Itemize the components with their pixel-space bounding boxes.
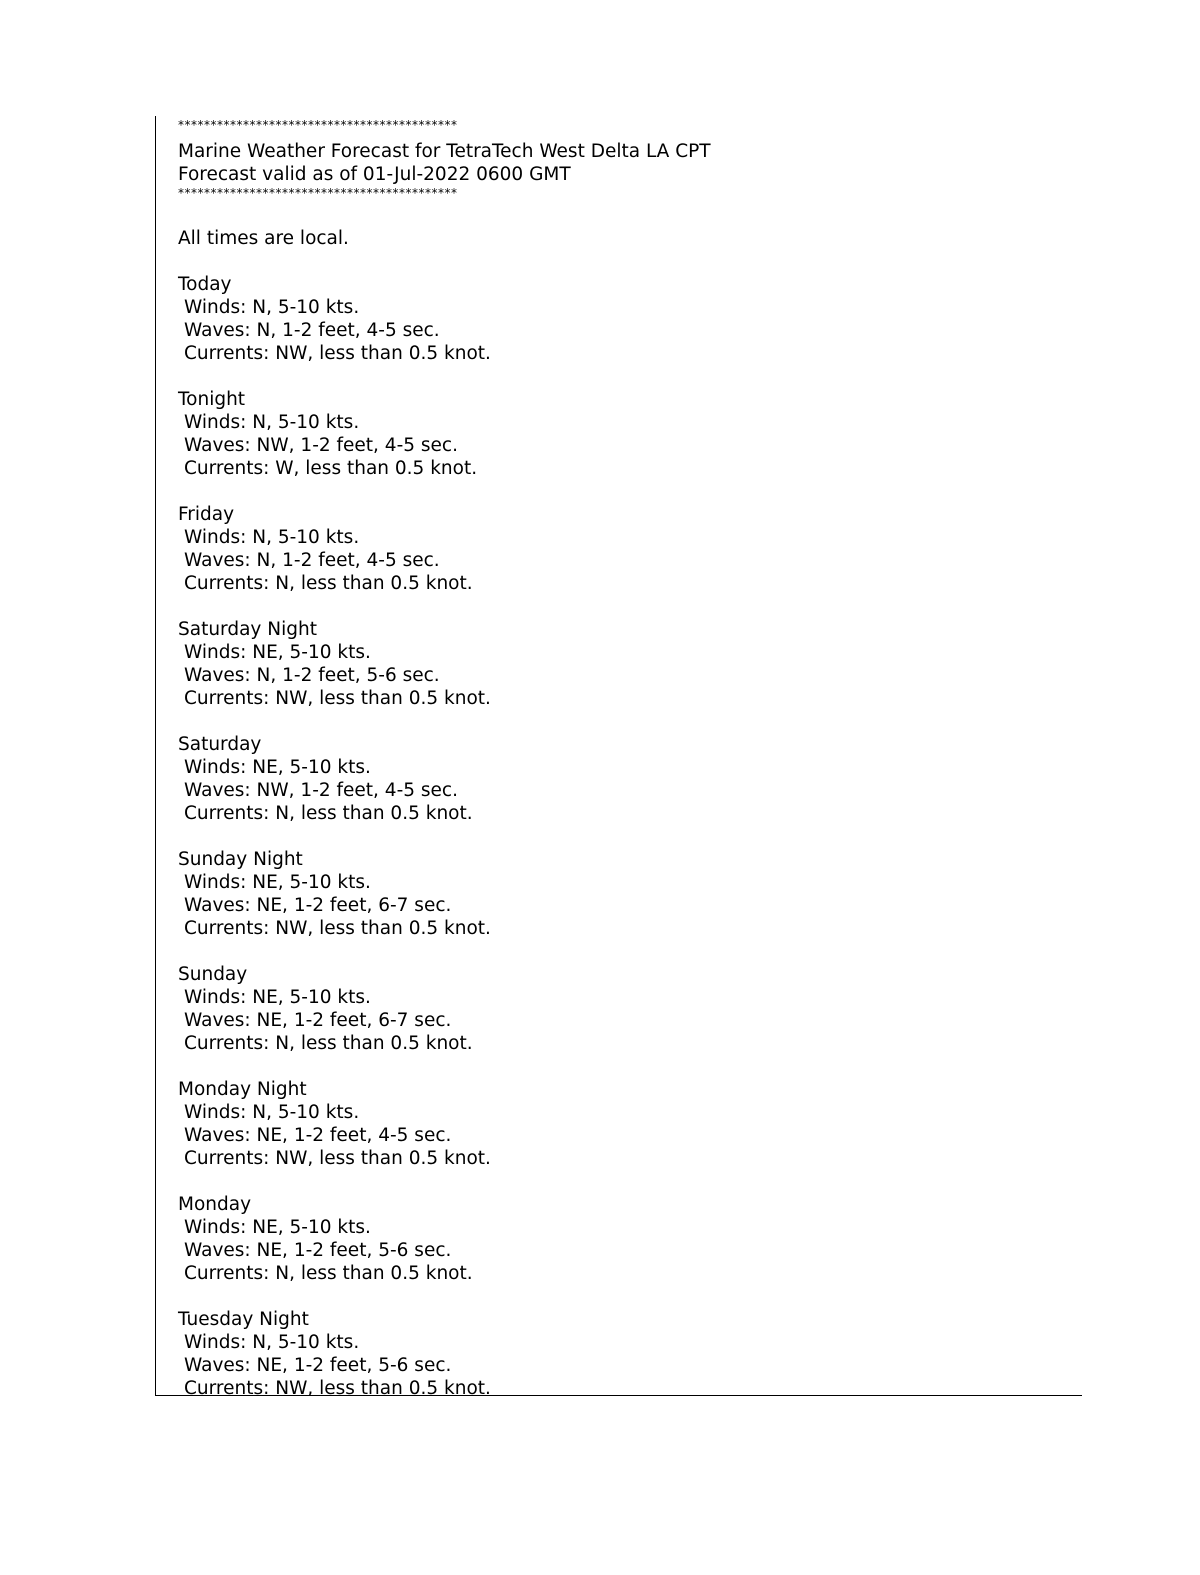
forecast-period bbox=[178, 963, 1058, 1055]
header-stars-top: ******************************************* bbox=[178, 118, 458, 132]
period-winds: Winds: NE, 5-10 kts. bbox=[184, 642, 371, 663]
period-name: Monday Night bbox=[178, 1079, 307, 1100]
period-name: Monday bbox=[178, 1194, 252, 1215]
period-winds: Winds: N, 5-10 kts. bbox=[184, 412, 360, 433]
document-frame bbox=[155, 116, 1082, 1396]
period-name: Saturday bbox=[178, 734, 262, 755]
period-currents: Currents: N, less than 0.5 knot. bbox=[184, 1263, 473, 1284]
forecast-period bbox=[178, 1078, 1058, 1170]
period-waves: Waves: N, 1-2 feet, 4-5 sec. bbox=[184, 320, 440, 341]
period-winds: Winds: N, 5-10 kts. bbox=[184, 1102, 360, 1123]
forecast-period bbox=[178, 848, 1058, 940]
period-waves: Waves: N, 1-2 feet, 5-6 sec. bbox=[184, 665, 440, 686]
period-currents: Currents: NW, less than 0.5 knot. bbox=[184, 1148, 491, 1169]
period-currents: Currents: NW, less than 0.5 knot. bbox=[184, 1378, 491, 1396]
period-currents: Currents: NW, less than 0.5 knot. bbox=[184, 918, 491, 939]
period-currents: Currents: NW, less than 0.5 knot. bbox=[184, 688, 491, 709]
period-winds: Winds: N, 5-10 kts. bbox=[184, 1332, 360, 1353]
period-name: Saturday Night bbox=[178, 619, 317, 640]
period-waves: Waves: NW, 1-2 feet, 4-5 sec. bbox=[184, 435, 458, 456]
times-note: All times are local. bbox=[178, 228, 349, 249]
period-winds: Winds: NE, 5-10 kts. bbox=[184, 1217, 371, 1238]
forecast-title: Marine Weather Forecast for TetraTech West Delta LA CPT bbox=[178, 141, 711, 162]
forecast-period bbox=[178, 1308, 1058, 1396]
period-currents: Currents: N, less than 0.5 knot. bbox=[184, 573, 473, 594]
period-name: Tonight bbox=[178, 389, 246, 410]
period-winds: Winds: NE, 5-10 kts. bbox=[184, 987, 371, 1008]
period-waves: Waves: NE, 1-2 feet, 4-5 sec. bbox=[184, 1125, 452, 1146]
period-waves: Waves: NE, 1-2 feet, 6-7 sec. bbox=[184, 895, 452, 916]
forecast-period bbox=[178, 503, 1058, 595]
period-waves: Waves: NW, 1-2 feet, 4-5 sec. bbox=[184, 780, 458, 801]
period-name: Sunday Night bbox=[178, 849, 303, 870]
period-currents: Currents: NW, less than 0.5 knot. bbox=[184, 343, 491, 364]
header-stars-bottom: ******************************************* bbox=[178, 186, 458, 200]
period-winds: Winds: NE, 5-10 kts. bbox=[184, 757, 371, 778]
period-winds: Winds: N, 5-10 kts. bbox=[184, 297, 360, 318]
period-name: Tuesday Night bbox=[178, 1309, 309, 1330]
forecast-period bbox=[178, 618, 1058, 710]
forecast-period bbox=[178, 388, 1058, 480]
period-currents: Currents: W, less than 0.5 knot. bbox=[184, 458, 478, 479]
forecast-valid-time: Forecast valid as of 01-Jul-2022 0600 GMT bbox=[178, 164, 571, 185]
forecast-period bbox=[178, 733, 1058, 825]
period-currents: Currents: N, less than 0.5 knot. bbox=[184, 1033, 473, 1054]
period-winds: Winds: NE, 5-10 kts. bbox=[184, 872, 371, 893]
period-waves: Waves: N, 1-2 feet, 4-5 sec. bbox=[184, 550, 440, 571]
forecast-period bbox=[178, 273, 1058, 365]
period-name: Today bbox=[178, 274, 232, 295]
period-winds: Winds: N, 5-10 kts. bbox=[184, 527, 360, 548]
period-waves: Waves: NE, 1-2 feet, 6-7 sec. bbox=[184, 1010, 452, 1031]
forecast-text bbox=[178, 116, 1058, 1396]
period-waves: Waves: NE, 1-2 feet, 5-6 sec. bbox=[184, 1240, 452, 1261]
period-name: Friday bbox=[178, 504, 235, 525]
period-waves: Waves: NE, 1-2 feet, 5-6 sec. bbox=[184, 1355, 452, 1376]
forecast-period bbox=[178, 1193, 1058, 1285]
period-currents: Currents: N, less than 0.5 knot. bbox=[184, 803, 473, 824]
period-name: Sunday bbox=[178, 964, 248, 985]
